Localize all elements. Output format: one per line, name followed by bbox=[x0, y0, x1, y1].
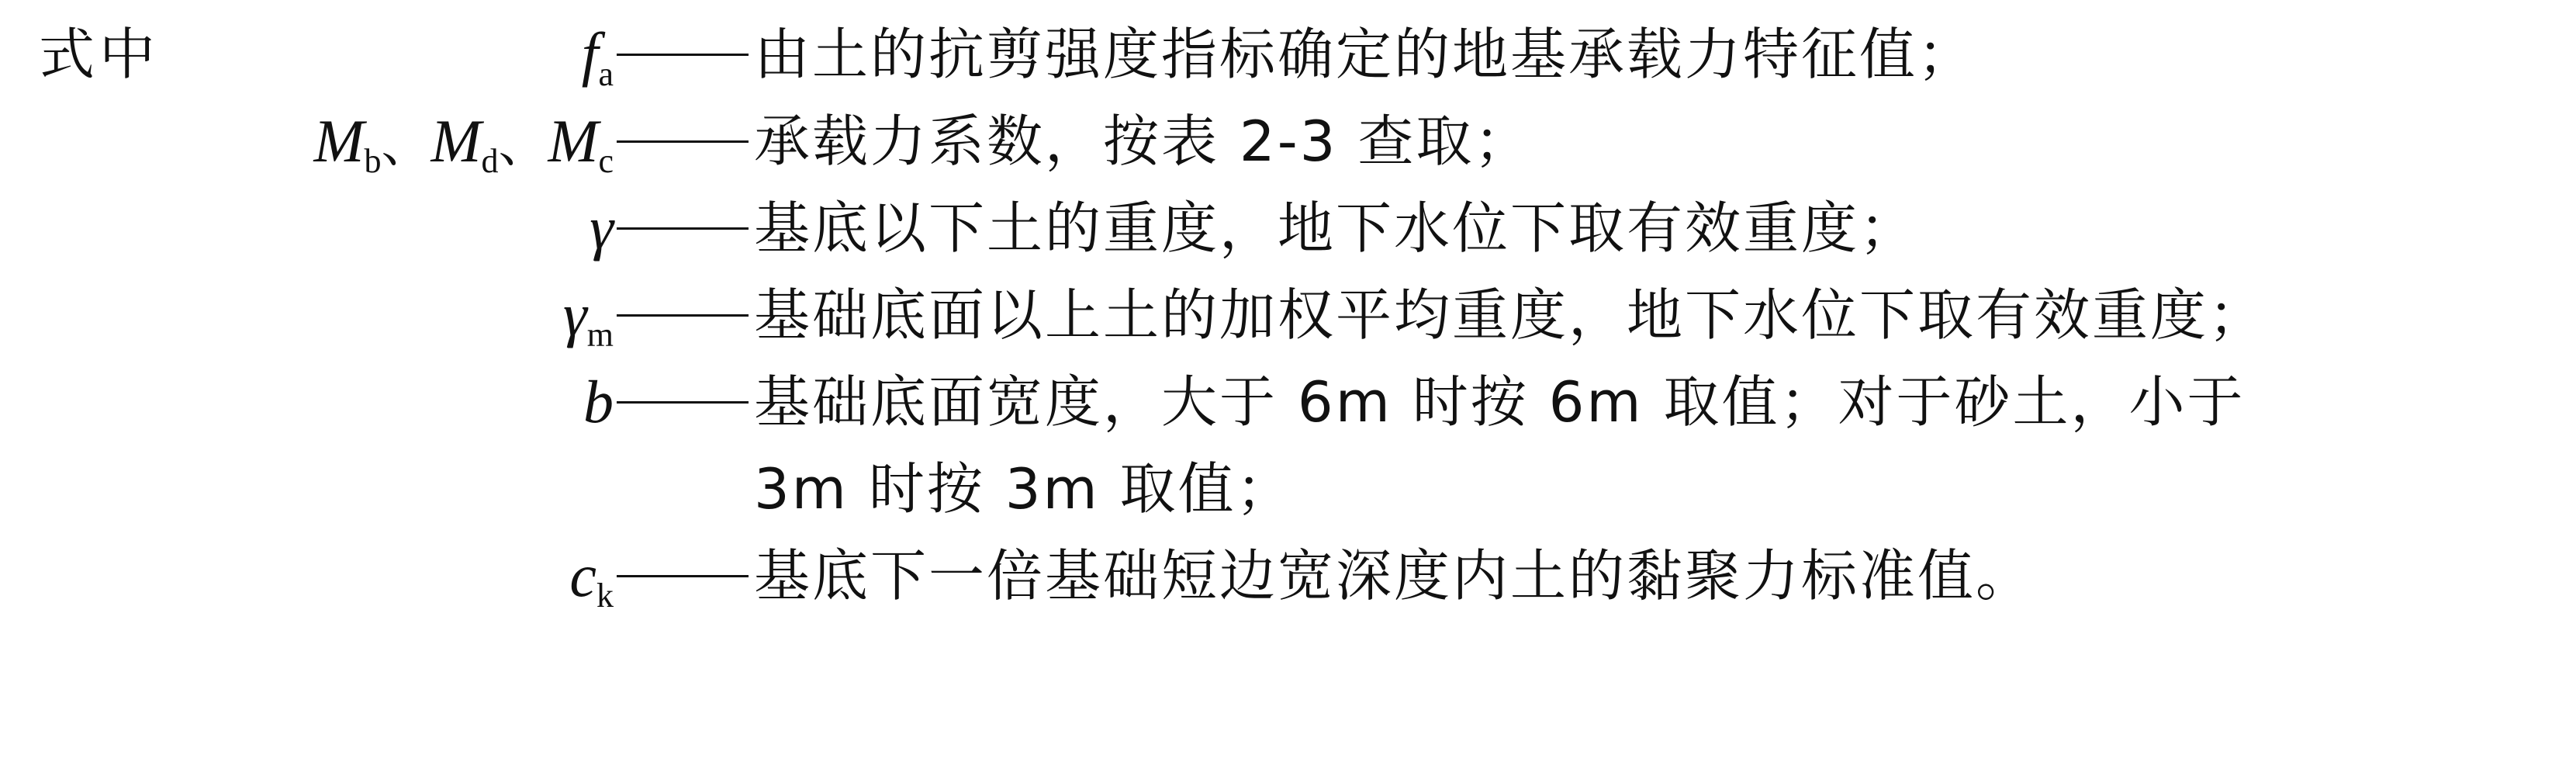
symbol-mb-subscript: b bbox=[364, 142, 382, 180]
symbol-gamma-m-base: γ bbox=[563, 281, 587, 348]
symbol-b bbox=[583, 359, 614, 445]
definition-b-continuation: 3m 时按 3m 取值； bbox=[754, 456, 1295, 521]
symbol-ck-base: c bbox=[569, 542, 596, 609]
definition-b-text: 基础底面宽度，大于 6m 时按 6m 取值；对于砂土，小于 bbox=[754, 369, 2246, 435]
definition-line-fa bbox=[0, 12, 2576, 97]
definition-m-text: 承载力系数，按表 2-3 查取； bbox=[754, 109, 1533, 174]
symbol-mb-base: M bbox=[313, 107, 365, 175]
definition-gamma-text: 基底以下土的重度，地下水位下取有效重度； bbox=[754, 196, 1918, 261]
definition-line-m bbox=[0, 99, 2576, 184]
em-dash-rule bbox=[617, 227, 749, 230]
symbol-md-subscript: d bbox=[481, 142, 499, 180]
symbol-mc-subscript: c bbox=[598, 142, 614, 180]
symbol-ck bbox=[569, 533, 614, 639]
definition-line-b bbox=[0, 359, 2576, 445]
symbol-fa-subscript: a bbox=[598, 55, 614, 93]
em-dash-rule bbox=[617, 54, 749, 56]
definition-line-gamma bbox=[0, 185, 2576, 271]
em-dash-rule bbox=[617, 314, 749, 317]
definition-line-ck bbox=[0, 533, 2576, 618]
symbol-gamma bbox=[590, 185, 614, 271]
em-dash-rule bbox=[617, 140, 749, 143]
em-dash-rule bbox=[617, 575, 749, 577]
symbol-gamma-base: γ bbox=[590, 194, 614, 262]
definition-ck-text: 基底下一倍基础短边宽深度内土的黏聚力标准值。 bbox=[754, 543, 2035, 608]
symbol-gamma-m-subscript: m bbox=[586, 316, 614, 354]
symbol-separator: 、 bbox=[498, 116, 548, 174]
definition-line-gamma-m bbox=[0, 272, 2576, 358]
symbol-mc-base: M bbox=[548, 107, 599, 175]
em-dash-rule bbox=[617, 401, 749, 404]
symbol-separator: 、 bbox=[381, 116, 431, 174]
symbol-fa-base: f bbox=[581, 20, 599, 88]
symbol-ck-subscript: k bbox=[596, 577, 614, 615]
definition-gamma-m-text: 基础底面以上土的加权平均重度，地下水位下取有效重度； bbox=[754, 282, 2267, 348]
where-prefix: 式中 bbox=[39, 22, 161, 87]
symbol-md-base: M bbox=[430, 107, 482, 175]
definition-fa-text: 由土的抗剪强度指标确定的地基承载力特征值； bbox=[754, 22, 1976, 87]
symbol-b-base: b bbox=[583, 368, 614, 435]
